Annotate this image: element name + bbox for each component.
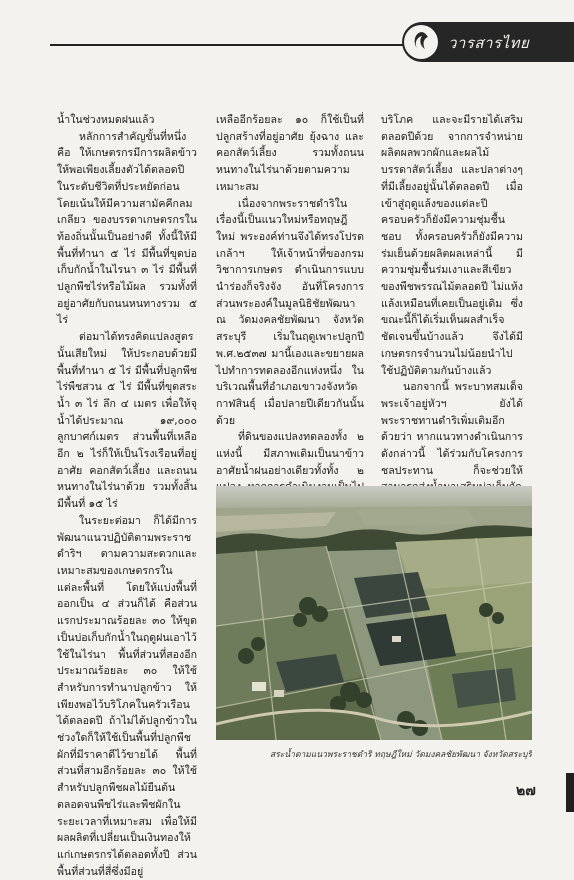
paragraph: ต่อมาได้ทรงคิดแปลงสูตรนั้นเสียใหม่ ให้ประกอบด้วยมีพื้นที่ทำนา ๕ ไร่ มีพื้นที่ปลูกพืชไร่พืชสวน ๕ ไร่ มีพื้นที่ขุดสระน้ำ ๓ ไร่ ลึก ๔ เมตร เพื่อให้จุน้ำได้ประมาณ ๑๙,๐๐๐ ลูกบาศก์เมตร ส่วนพื้นที่เหลืออีก ๒ ไร่ก็ให้เป็นโรงเรือนที่อยู่อาศัย คอกสัตว์เลี้ยง และถนนหนทางในไร่นาด้วย รวมทั้งสิ้นมีพื้นที่ ๑๕ ไร่ [57, 331, 197, 511]
paragraph: ที่ดินของแปลงทดลองทั้ง ๒ แห่งนี้ มีสภาพเดิมเป็นนาข้าวอาศัยน้ำฝนอย่างเดียวทั้งทั้ง ๒ [216, 431, 364, 477]
text-column-1 [57, 112, 197, 880]
paragraph: หลักการสำคัญขั้นที่หนึ่งคือ ให้เกษตรกรมีการผลิตข้าวให้พอเพียงเลี้ยงตัวได้ตลอดปี ในระดับชีวิตที่ประหยัดก่อน โดยเน้นให้มีความสามัคคีกลมเกลียว ของบรรดาเกษตรกรในท้องถิ่นนั้นเป็นอย่างดี ทั้งนี้ให้มีพื้นที่ทำนา ๕ ไร่ มีพื้นที่ขุดบ่อเก็บกักน้ำในไรนา ๓ ไร่ มีพื้นที่ปลูกพืชไร่หรือไม้ผล รวมทั้งที่อยู่อาศัยกับถนนหนทางรวม ๕ ไร่ [57, 130, 197, 327]
paragraph: เหลืออีกร้อยละ ๑๐ ก็ใช้เป็นที่ปลูกสร้างที่อยู่อาศัย ยุ้งฉาง และคอกสัตว์เลี้ยง รวมทั้งถนนหนทางในไร่นาด้วยตามความเหมาะสม [216, 114, 364, 193]
publication-logo-icon [404, 25, 438, 59]
edge-marker [566, 773, 574, 812]
section-header-tab [402, 22, 574, 62]
photo-caption: สระน้ำตามแนวพระราชดำริ ทฤษฎีใหม่ วัดมงคลชัยพัฒนา จังหวัดสระบุรี [270, 750, 532, 760]
section-title: วารสารไทย [448, 34, 530, 52]
paragraph: ในระยะต่อมา ก็ได้มีการพัฒนาแนวปฏิบัติตามพระราชดำริฯ ตามความสะดวกและเหมาะสมของเกษตรกรในแต่ละพื้นที่ โดยให้แบ่งพื้นที่ออกเป็น ๔ ส่วนก็ได้ คือส่วนแรกประมาณร้อยละ ๓๐ ให้ขุดเป็นบ่อเก็บกักน้ำในฤดูฝนเอาไว้ใช้ในไร่นา พื้นที่ส่วนที่สองอีกประมาณร้อยละ ๓๐ ให้ใช้สำหรับการทำนาปลูกข้าว ให้เพียงพอไว้บริโภคในครัวเรือนได้ตลอดปี ถ้าไม่ได้ปลูกข้าวในช่วงใดก็ให้ใช้เป็นพื้นที่ปลูกพืชผักที่มีราคาดีไว้ขายได้ พื้นที่ส่วนที่สามอีกร้อยละ ๓๐ ให้ใช้สำหรับปลูกพืชผลไม้ยืนต้น ตลอดจนพืชไร่และพืชผักในระยะเวลาที่เหมาะสม เพื่อให้มีผลผลิตที่เปลี่ยนเป็นเงินทองให้แก่เกษตรกรได้ตลอดทั้งปี ส่วนพื้นที่ส่วนที่สี่ซึ่งมีอยู่ [57, 514, 197, 878]
page-number: ๒๗ [516, 783, 536, 799]
paragraph: เนื่องจากพระราชดำริในเรื่องนี้เป็นแนวใหม่หรือทฤษฎีใหม่ พระองค์ท่านจึงได้ทรงโปรดเกล้าฯ ให้เจ้าหน้าที่ของกรมวิชาการเกษตร ดำเนินการแบบนำร่องก็จริงจัง อันที่โครงการส่วนพระองค์ในมูลนิธิชัยพัฒนา ณ วัดมงคลชัยพัฒนา จังหวัดสระบุรี เริ่มในฤดูเพาะปลูกปี พ.ศ.๒๕๓๗ มานี้เองและขยายผลไปทำการทดลองอีกแห่งหนึ่ง ในบริเวณพื้นที่อำเภอเขาวงจังหวัดกาฬสินธุ์ เมื่อปลายปีเดียวกันนั้นด้วย [216, 197, 364, 427]
paragraph: นอกจากนี้ พระบาทสมเด็จพระเจ้าอยู่หัวฯ ยังได้พระราชทานดำริเพิ่มเติมอีกด้วยว่า หากแนวทางดำเนินการดังกล่าวนี้ ได้ร่วมกับโครงการชลประทาน ก็จะช่วยให้ [381, 381, 523, 477]
paragraph: บริโภค และจะมีรายได้เสริมตลอดปีด้วย จากการจำหน่ายผลิตผลพวกผักและผลไม้ บรรดาสัตว์เลี้ยง และปลาต่างๆ ที่มีเลี้ยงอยู่นั้นได้ตลอดปี เมื่อเข้าสู่ฤดูแล้งของแต่ละปีครอบครัวก็ยังมีความชุ่มชื้นชอบ ทั้งครอบครัวก็ยังมีความร่มเย็นด้วยผลิตผลเหล่านี้ มีความชุ่มชื้นร่มเงาและสีเขียวของพืชพรรณไม้ตลอดปี ไม่แห้งแล้งเหมือนที่เคยเป็นอยู่เดิม ซึ่งขณะนี้ก็ได้เริ่มเห็นผลสำเร็จชัดเจนขึ้นบ้างแล้ว จึงได้มีเกษตรกรจำนวนไม่น้อยนำไปใช้ปฏิบัติตามกันบ้างแล้ว [381, 114, 523, 377]
aerial-farm-photo [216, 486, 532, 740]
paragraph: น้ำในช่วงหมดฝนแล้ว [57, 114, 155, 126]
